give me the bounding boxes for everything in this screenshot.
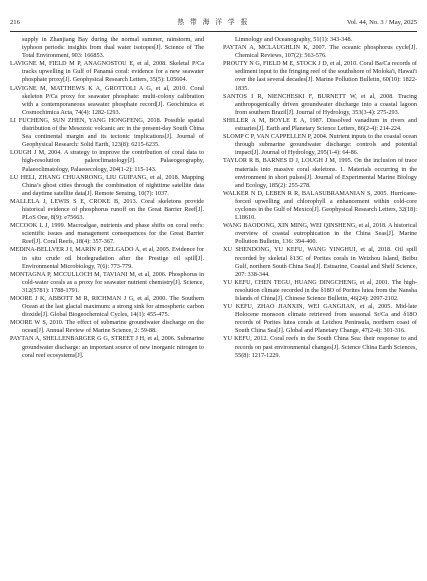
reference-entry: WANG BAODONG, XIN MING, WEI QINSHENG, et al, 2018. A historical overview of coastal eutrophication in the China Seas[J]. Marine Pollution Bulletin, 136: 394-400. — [223, 222, 417, 246]
reference-entry: TAYLOR R B, BARNES D J, LOUGH J M, 1995. On the inclusion of trace materials into massive coral skeletons. 1. Materials occurring in the environment in short pulses[J]. Journal of Experimental Marine Biology and Ecology, 185(2): 255-278. — [223, 157, 417, 189]
running-header — [10, 17, 417, 29]
reference-entry: PROUTY N G, FIELD M E, STOCK J D, et al, 2010. Coral Ba/Ca records of sediment input to the fringing reef of the southshore of Moloka'i, Hawai'i over the last several decades[J]. Marine Pollution Bulletin, 60(10): 1822-1835. — [223, 60, 417, 92]
reference-entry: MALLELA J, LEWIS S E, CROKE B, 2013. Coral skeletons provide historical evidence of phosphorus runoff on the Great Barrier Reef[J]. PLoS One, 8(9): e75663. — [10, 197, 204, 222]
header-rule — [10, 31, 417, 32]
reference-entry: MCCOOK L J, 1999. Macroalgae, nutrients and phase shifts on coral reefs: scientific issues and management consequences for the Great Barrier Reef[J]. Coral Reefs, 18(4): 357-367. — [10, 222, 204, 246]
reference-entry: LOUGH J M, 2004. A strategy to improve the contribution of coral data to high-resolution paleoclimatology[J]. Palaeogeography, Palaeoclimatology, Palaeoecology, 204(1-2): 115-143. — [10, 149, 204, 173]
reference-entry: SHILLER A M, BOYLE E A, 1987. Dissolved vanadium in rivers and estuaries[J]. Earth and Planetary Science Letters, 86(2-4): 214-224. — [223, 116, 417, 133]
reference-entry: supply in Zhanjiang Bay during the normal summer, rainstorm, and typhoon periods: insights from dual water isotopes[J]. Science of The Total Environment, 903: 166853. — [22, 36, 204, 60]
page-number: 216 — [10, 19, 20, 26]
reference-entry: Limnology and Oceanography, 51(1): 343-348. — [235, 36, 353, 43]
reference-entry: LI FUCHENG, SUN ZHEN, YANG HONGFENG, 2018. Possible spatial distribution of the Mesozoic volcanic arc in the present-day South China Sea continental margin and its tectonic implications[J]. Journal of Geophysical Research: Solid Earth, 123(8): 6215-6235. — [10, 116, 204, 149]
reference-entry: XU SHENDONG, YU KEFU, WANG YINGHUI, et al, 2018. Oil spill recorded by skeletal δ13C of Porites corals in Weizhou Island, Beibu Gulf, northern South China Sea[J]. Estuarine, Coastal and Shelf Science, 207: 338-344. — [223, 246, 417, 278]
reference-entry: LAVIGNE M, FIELD M P, ANAGNOSTOU E, et al, 2008. Skeletal P/Ca tracks upwelling in Gulf of Panamá coral: evidence for a new seawater phosphate proxy[J]. Geophysical Research Letters, 35(5): L05604. — [10, 60, 204, 84]
reference-entry: MEDINA-BELLVER J I, MARÍN P, DELGADO A, et al, 2005. Evidence for in situ crude oil biodegradation after the Prestige oil spill[J]. Environmental Microbiology, 7(6): 773-779. — [10, 246, 204, 270]
reference-entry: PAYTAN A, MCLAUGHLIN K, 2007. The oceanic phosphorus cycle[J]. Chemical Reviews, 107(2): 563-576. — [223, 44, 417, 60]
reference-entry: MOORE W S, 2010. The effect of submarine groundwater discharge on the ocean[J]. Annual Review of Marine Science, 2: 59-88. — [10, 319, 204, 335]
reference-entry: MOORE J K, ABBOTT M R, RICHMAN J G, et al, 2000. The Southern Ocean at the last glacial maximum: a strong sink for atmospheric carbon dioxide[J]. Global Biogeochemical Cycles, 14(1): 455-475. — [10, 295, 204, 319]
reference-entry: SLOMP C P, VAN CAPPELLEN P, 2004. Nutrient inputs to the coastal ocean through submarine groundwater discharge: controls and potential impact[J]. Journal of Hydrology, 295(1-4): 64-86. — [223, 133, 417, 157]
reference-entry: MONTAGNA P, MCCULLOCH M, TAVIANI M, et al, 2006. Phosphorus in cold-water corals as a proxy for seawater nutrient chemistry[J]. Science, 312(5781): 1788-1791. — [10, 270, 204, 294]
reference-entry: YU KEFU, CHEN TEGU, HUANG DINGCHENG, et al, 2001. The high-resolution climate recorded in the δ18O of Porites lutea from the Nansha Islands of China[J]. Chinese Science Bulletin, 46(24): 2097-2102. — [223, 278, 417, 302]
reference-entry: YU KEFU, 2012. Coral reefs in the South China Sea: their response to and records on past environmental changes[J]. Science China Earth Sciences, 55(8): 1217-1229. — [223, 335, 417, 359]
reference-entry: LAVIGNE M, MATTHEWS K A, GROTTOLI A G, et al, 2010. Coral skeleton P/Ca proxy for seawater phosphate: multi-colony calibration with a contemporaneous seawater phosphate record[J]. Geochimica et Cosmochimica Acta, 74(4): 1282-1293. — [10, 84, 204, 116]
references-right-column — [223, 36, 417, 360]
reference-entry: YU KEFU, ZHAO JIANXIN, WEI GANGJIAN, et al, 2005. Mid-late Holocene monsoon climate retrieved from seasonal Sr/Ca and δ18O records of Porites lutea corals at Leizhou Peninsula, northern coast of South China Sea[J]. Global and Planetary Change, 47(2-4): 301-316. — [223, 303, 417, 335]
reference-entry: PAYTAN A, SHELLENBARGER G G, STREET J H, et al, 2006. Submarine groundwater discharge: an important source of new inorganic nitrogen to coral reef ecosystems[J]. — [10, 335, 204, 359]
references-left-column — [10, 36, 204, 360]
reference-entry: LU HELI, ZHANG CHUANRONG, LIU GUIFANG, et al, 2018. Mapping China’s ghost cities through the combination of nighttime satellite data and daytime satellite data[J]. Remote Sensing, 10(7): 1037. — [10, 173, 204, 197]
journal-title: 热 带 海 洋 学 报 — [177, 19, 250, 26]
reference-entry: SANTOS I R, NIENCHESKI F, BURNETT W, et al, 2008. Tracing anthropogenically driven groundwater discharge into a coastal lagoon from southern Brazil[J]. Journal of Hydrology, 353(3-4): 275-293. — [223, 92, 417, 116]
reference-entry: WALKER N D, LEBEN R R, BALASUBRAMANIAN S, 2005. Hurricane-forced upwelling and chlorophyll a enhancement within cold-core cyclones in the Gulf of Mexico[J]. Geophysical Research Letters, 32(18): L18610. — [223, 189, 417, 222]
volume-info: Vol. 44, No. 3 / May, 2025 — [346, 19, 417, 26]
